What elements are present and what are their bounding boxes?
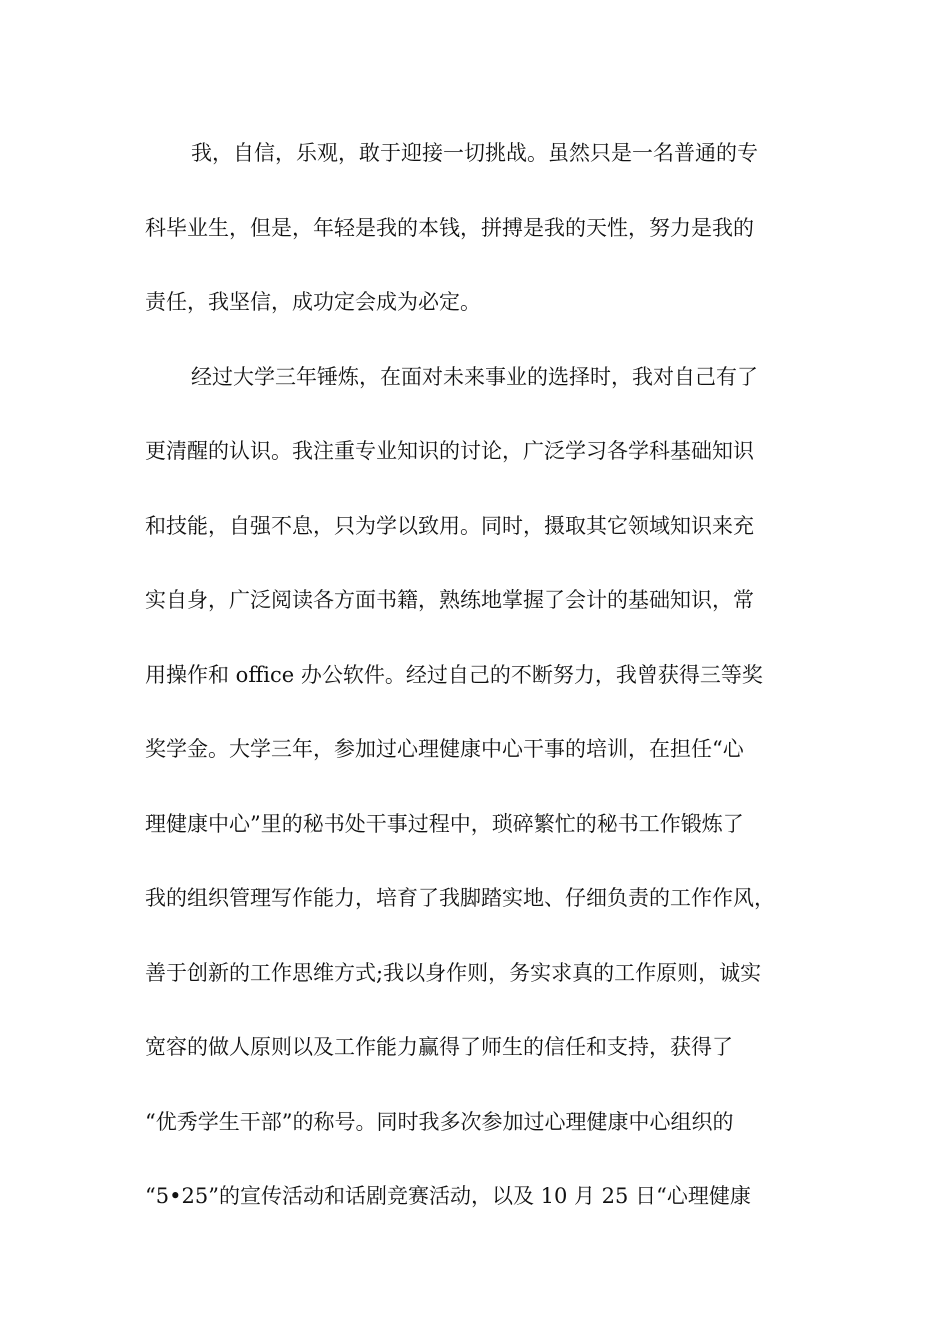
paragraph-2-line-1: 经过大学三年锤炼，在面对未来事业的选择时，我对自己有了	[191, 364, 758, 389]
paragraph-2-line-3: 和技能，自强不息，只为学以致用。同时，摄取其它领域知识来充	[145, 513, 754, 538]
paragraph-2-line-8: 我的组织管理写作能力，培育了我脚踏实地、仔细负责的工作作风，	[145, 886, 775, 910]
paragraph-2-line-9: 善于创新的工作思维方式;我以身作则，务实求真的工作原则，诚实	[145, 960, 762, 985]
paragraph-2-line-10: 宽容的做人原则以及工作能力赢得了师生的信任和支持，获得了	[145, 1035, 733, 1059]
paragraph-2-line-5: 用操作和 office 办公软件。经过自己的不断努力，我曾获得三等奖	[145, 662, 763, 687]
document-body	[145, 128, 825, 1246]
paragraph-2-line-11: “优秀学生干部”的称号。同时我多次参加过心理健康中心组织的	[145, 1109, 734, 1134]
paragraph-2-line-2: 更清醒的认识。我注重专业知识的讨论，广泛学习各学科基础知识	[145, 439, 754, 463]
paragraph-1-line-1: 我，自信，乐观，敢于迎接一切挑战。虽然只是一名普通的专	[191, 141, 758, 165]
paragraph-2-line-4: 实自身，广泛阅读各方面书籍，熟练地掌握了会计的基础知识，常	[145, 588, 754, 612]
paragraph-1-line-3: 责任，我坚信，成功定会成为必定。	[145, 290, 481, 314]
paragraph-2-line-7: 理健康中心”里的秘书处干事过程中，琐碎繁忙的秘书工作锻炼了	[145, 811, 744, 836]
paragraph-1-line-2: 科毕业生，但是，年轻是我的本钱，拼搏是我的天性，努力是我的	[145, 215, 754, 240]
paragraph-2-line-12: “5•25”的宣传活动和话剧竞赛活动，以及 10 月 25 日“心理健康	[145, 1184, 751, 1208]
paragraph-2-line-6: 奖学金。大学三年，参加过心理健康中心干事的培训，在担任“心	[145, 737, 744, 761]
